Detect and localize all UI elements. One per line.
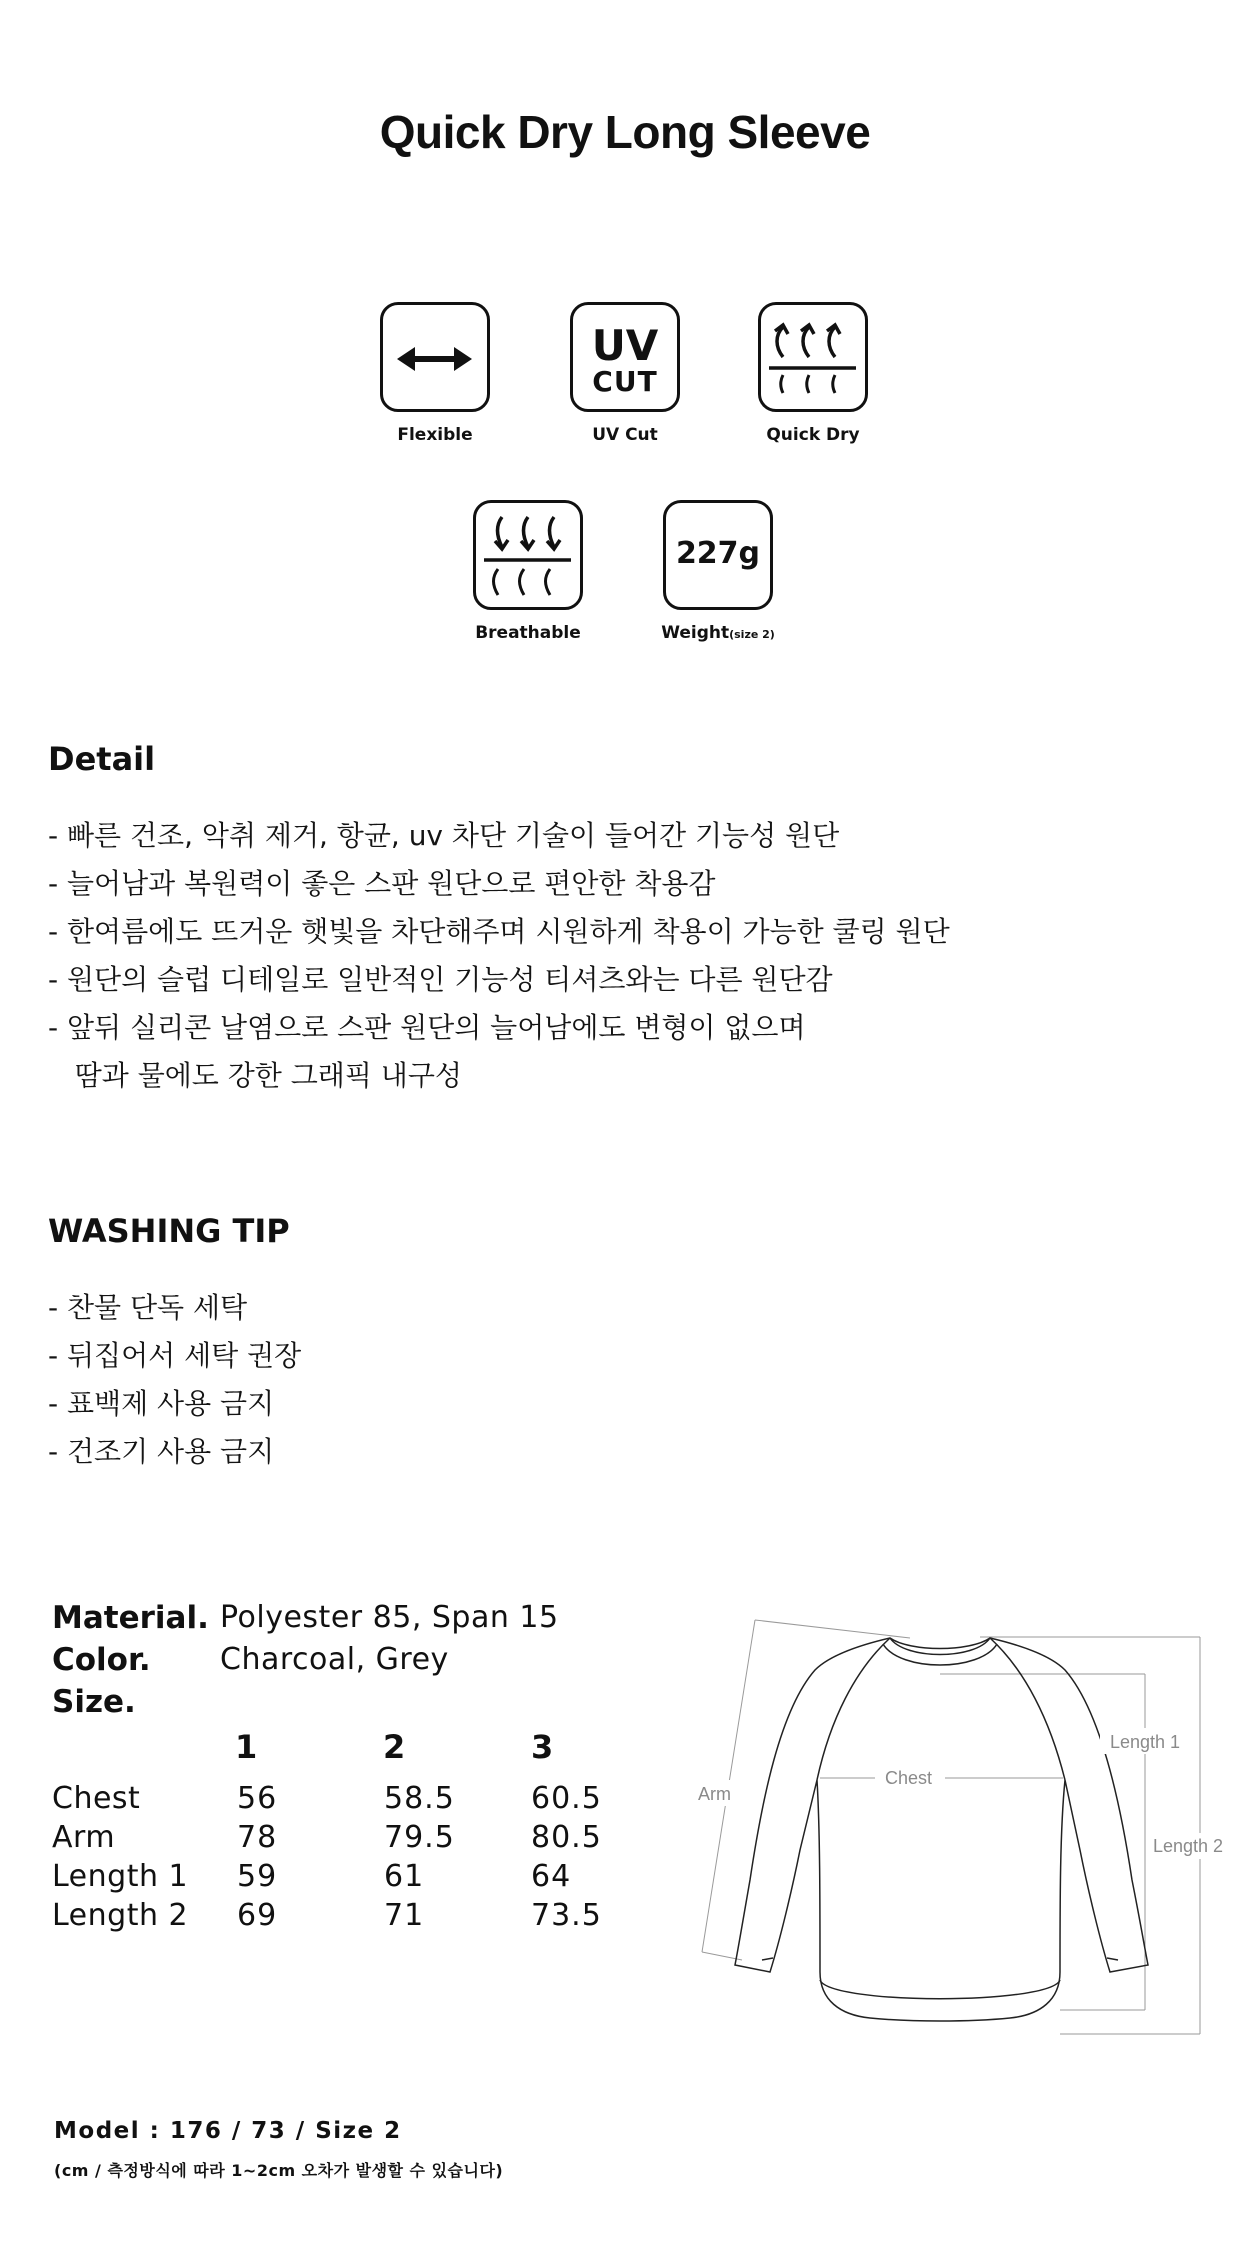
detail-list xyxy=(48,812,950,1100)
weight-label: Weight xyxy=(661,623,730,643)
table-cell: 60.5 xyxy=(531,1781,602,1816)
feature-label xyxy=(628,623,808,643)
weight-icon xyxy=(663,500,773,610)
material-value: Polyester 85, Span 15 xyxy=(220,1600,559,1635)
detail-heading: Detail xyxy=(48,740,156,778)
size-header: 1 xyxy=(235,1728,258,1766)
size-label: Size. xyxy=(52,1684,136,1720)
row-label: Length 2 xyxy=(52,1898,189,1933)
size-header: 3 xyxy=(531,1728,554,1766)
arm-label: Arm xyxy=(698,1784,731,1804)
uv-icon-text: UV xyxy=(591,321,659,370)
table-cell: 80.5 xyxy=(531,1820,602,1855)
detail-line: - 원단의 슬럽 디테일로 일반적인 기능성 티셔츠와는 다른 원단감 xyxy=(48,963,833,996)
washing-line: - 뒤집어서 세탁 권장 xyxy=(48,1339,302,1372)
table-cell: 56 xyxy=(237,1781,278,1816)
detail-line: - 한여름에도 뜨거운 햇빛을 차단해주며 시원하게 착용이 가능한 쿨링 원단 xyxy=(48,915,950,948)
table-cell: 58.5 xyxy=(384,1781,455,1816)
detail-line: - 늘어남과 복원력이 좋은 스판 원단으로 편안한 착용감 xyxy=(48,867,716,900)
uv-cut-icon xyxy=(570,302,680,412)
washing-line: - 찬물 단독 세탁 xyxy=(48,1291,248,1324)
material-label: Material. xyxy=(52,1600,209,1636)
washing-line: - 표백제 사용 금지 xyxy=(48,1387,275,1420)
washing-line: - 건조기 사용 금지 xyxy=(48,1435,275,1468)
detail-line: - 앞뒤 실리콘 날염으로 스판 원단의 늘어남에도 변형이 없으며 xyxy=(48,1011,806,1044)
breathable-icon xyxy=(473,500,583,610)
table-cell: 69 xyxy=(237,1898,278,1933)
table-cell: 61 xyxy=(384,1859,425,1894)
page-title: Quick Dry Long Sleeve xyxy=(379,106,871,158)
feature-label: UV Cut xyxy=(592,425,658,445)
size-header: 2 xyxy=(383,1728,406,1766)
table-cell: 71 xyxy=(384,1898,425,1933)
row-label: Arm xyxy=(52,1820,116,1855)
table-cell: 59 xyxy=(237,1859,278,1894)
chest-label: Chest xyxy=(885,1768,933,1788)
double-arrow-icon xyxy=(380,302,490,412)
garment-diagram xyxy=(680,1600,1240,2050)
length2-label: Length 2 xyxy=(1153,1836,1224,1856)
feature-label: Quick Dry xyxy=(766,425,860,445)
row-label: Length 1 xyxy=(52,1859,189,1894)
detail-line: 땀과 물에도 강한 그래픽 내구성 xyxy=(48,1059,462,1092)
length1-label: Length 1 xyxy=(1110,1732,1181,1752)
row-label: Chest xyxy=(52,1781,141,1816)
weight-label-suffix: (size 2) xyxy=(729,628,775,641)
feature-label: Flexible xyxy=(397,425,473,445)
measurement-guides xyxy=(702,1620,1200,2034)
cut-icon-text: CUT xyxy=(592,365,658,398)
washing-heading: WASHING TIP xyxy=(48,1212,290,1250)
measurement-note: (cm / 측정방식에 따라 1~2cm 오차가 발생할 수 있습니다) xyxy=(54,2161,504,2180)
table-cell: 73.5 xyxy=(531,1898,602,1933)
weight-icon-text: 227g xyxy=(675,536,761,571)
feature-label: Breathable xyxy=(475,623,581,643)
detail-line: - 빠른 건조, 악취 제거, 항균, uv 차단 기술이 들어간 기능성 원단 xyxy=(48,819,840,852)
table-cell: 64 xyxy=(531,1859,572,1894)
quick-dry-icon xyxy=(758,302,868,412)
model-info: Model : 176 / 73 / Size 2 xyxy=(54,2118,402,2144)
color-label: Color. xyxy=(52,1642,151,1678)
shirt-outline xyxy=(735,1638,1148,2021)
table-cell: 78 xyxy=(237,1820,278,1855)
table-cell: 79.5 xyxy=(384,1820,455,1855)
washing-list xyxy=(48,1284,301,1476)
color-value: Charcoal, Grey xyxy=(220,1642,449,1677)
